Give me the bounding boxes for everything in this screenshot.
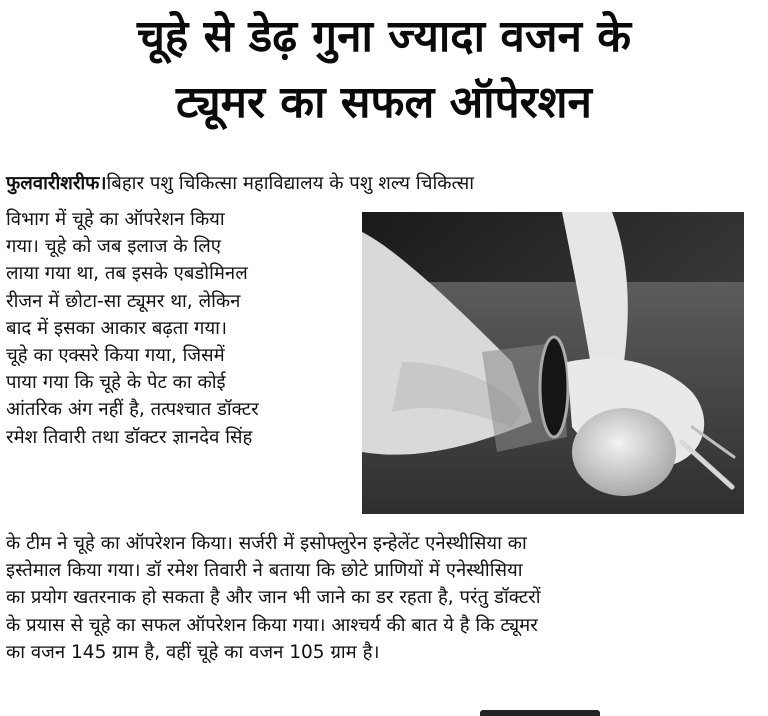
- headline-line-1: चूहे से डेढ़ गुना ज्यादा वजन के: [136, 11, 632, 62]
- bottom-divider: [480, 710, 600, 716]
- article-line: के टीम ने चूहे का ऑपरेशन किया। सर्जरी में इसोफ्लुरेन इन्हेलेंट एनेस्थीसिया का: [6, 533, 527, 554]
- article-full-column: [6, 530, 762, 666]
- article-line: पाया गया कि चूहे के पेट का कोई: [6, 372, 226, 394]
- article-line: आंतरिक अंग नहीं है, तत्पश्चात डॉक्टर: [6, 399, 259, 421]
- surgery-photo-illustration: [362, 212, 744, 514]
- article-line: बाद में इसका आकार बढ़ता गया।: [6, 317, 227, 339]
- dateline: फुलवारीशरीफ।: [6, 173, 107, 194]
- article-first-line: [6, 170, 762, 197]
- article-line: बिहार पशु चिकित्सा महाविद्यालय के पशु शल्य चिकित्सा: [106, 173, 475, 194]
- article-narrow-column: [6, 206, 358, 451]
- article-line: के प्रयास से चूहे का सफल ऑपरेशन किया गया। आश्चर्य की बात ये है कि ट्यूमर: [6, 614, 538, 636]
- article-line: रीजन में छोटा-सा ट्यूमर था, लेकिन: [6, 290, 241, 312]
- article-line: गया। चूहे को जब इलाज के लिए: [6, 236, 222, 258]
- article-line: रमेश तिवारी तथा डॉक्टर ज्ञानदेव सिंह: [6, 426, 253, 448]
- surgery-photo: [362, 212, 744, 514]
- article-line: का प्रयोग खतरनाक हो सकता है और जान भी जाने का डर रहता है, परंतु डॉक्टरों: [6, 587, 541, 609]
- article-line: इस्तेमाल किया गया। डॉ रमेश तिवारी ने बताया कि छोटे प्राणियों में एनेस्थीसिया: [6, 560, 523, 582]
- article-line: विभाग में चूहे का ऑपरेशन किया: [6, 209, 225, 230]
- article-line: लाया गया था, तब इसके एबडोमिनल: [6, 263, 248, 285]
- article-line: का वजन 145 ग्राम है, वहीं चूहे का वजन 105 ग्राम है।: [6, 641, 380, 663]
- article-line: चूहे का एक्सरे किया गया, जिसमें: [6, 345, 225, 367]
- headline-line-2: ट्यूमर का सफल ऑपेरशन: [176, 77, 592, 128]
- headline: [0, 4, 768, 136]
